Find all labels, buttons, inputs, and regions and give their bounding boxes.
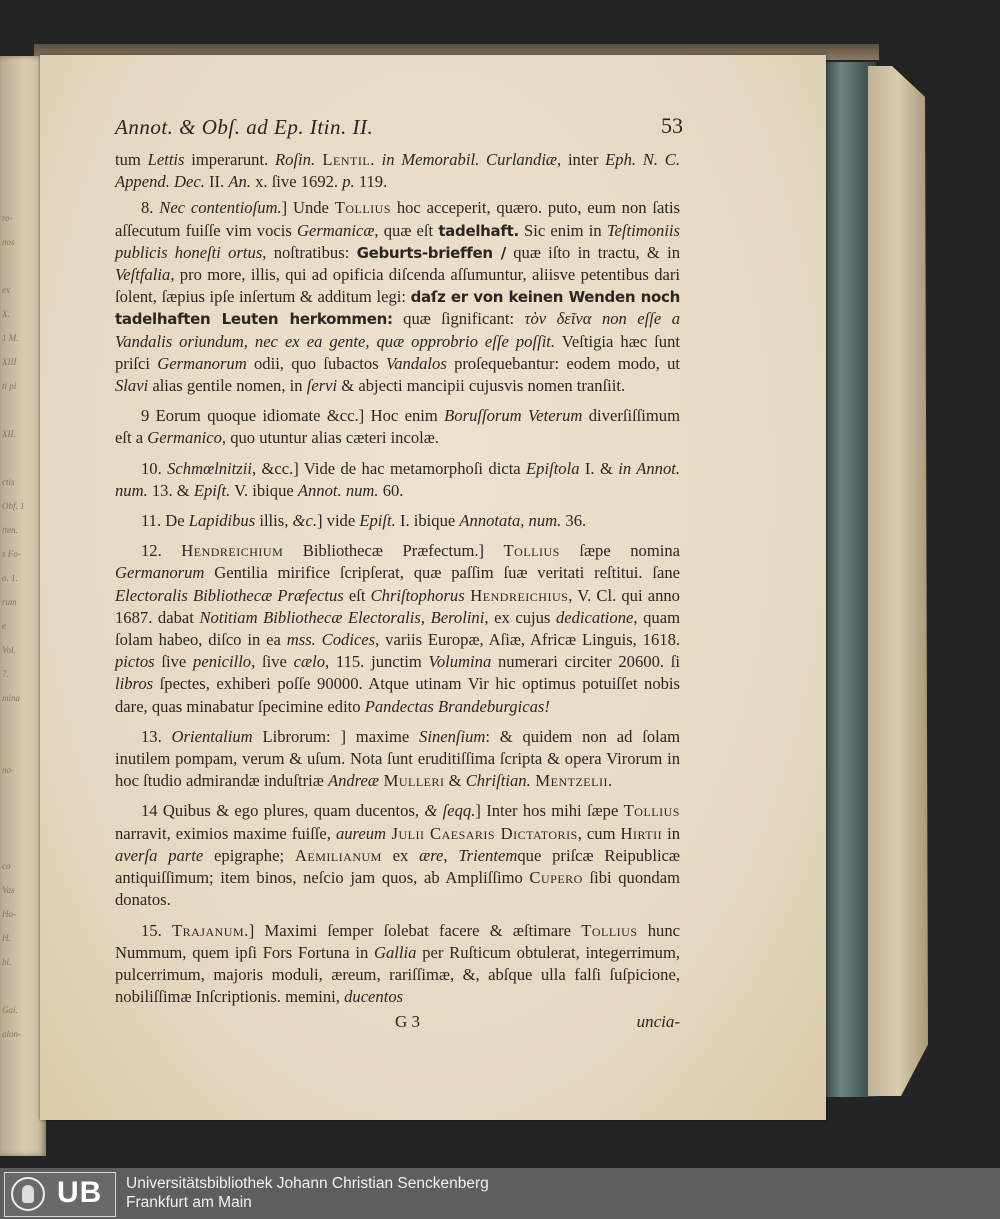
seal-icon bbox=[11, 1177, 45, 1211]
left-margin-mark: Obf. 1 bbox=[2, 501, 25, 511]
left-margin-mark: 7. bbox=[2, 669, 9, 679]
left-margin-mark: H. bbox=[2, 933, 11, 943]
left-margin-mark bbox=[2, 734, 42, 758]
left-margin-mark: 1 M. bbox=[2, 333, 19, 343]
left-margin-mark: o. 1. bbox=[2, 573, 18, 583]
left-margin-mark: XII. bbox=[2, 429, 16, 439]
institution-name bbox=[126, 1174, 489, 1212]
note-12: 12. Hendreichium Bibliothecæ Præfectum.] Tollius ſæpe nomina Germanorum Gentilia mirifice ſcripſerat, quæ paſſim ſuæ veritati reſtitui. ſane Electoralis Bibliothecæ Præfectus eſt Chriſtophorus Hendreichius, V. Cl. qui anno 1687. dabat Notitiam Bibliothecæ Electoralis, Berolini, ex cujus dedicatione, quam ſolam habeo, diſco in ea mss. Codices, variis Europæ, Aſiæ, Africæ Linguis, 1618. pictos ſive penicillo, ſive cælo, 115. junctim Volumina numerari circiter 20600. ſi libros ſpectes, exhiberi poſſe 90000. Atque utinam Vir hic optimus potuiſſet nobis dare, quas minabatur ſpecimine edito Pandectas Brandeburgicas! bbox=[115, 541, 681, 716]
left-margin-mark: tten. bbox=[2, 525, 18, 535]
left-margin-mark: no- bbox=[2, 765, 14, 775]
running-head-title: Annot. & Obſ. ad Ep. Itin. II. bbox=[115, 115, 374, 139]
left-margin-mark: Vol. bbox=[2, 645, 16, 655]
left-margin-mark: Gai. bbox=[2, 1005, 18, 1015]
note-15: 15. Trajanum.] Maximi ſemper ſolebat facere & æſtimare Tollius hunc Nummum, quem ipſi Fors Fortuna in Gallia per Ruſticum obtulerat, integerrimum, pulcerrimum, majoris moduli, æreum, rariſſimæ, &, abſque ulla falſi ſuſpicione, nobiliſſimæ Inſcriptionis. memini, ducentos bbox=[115, 920, 681, 1007]
note-11: 11. De Lapidibus illis, &c.] vide Epiſt. I. ibique Annotata, num. 36. bbox=[141, 511, 587, 531]
left-margin-mark: alon- bbox=[2, 1029, 21, 1039]
left-margin-mark bbox=[2, 782, 42, 806]
note-10: 10. Schmœlnitzii, &cc.] Vide de hac metamorphoſi dicta Epiſtola I. & in Annot. num. 13. & Epiſt. V. ibique Annot. num. 60. bbox=[115, 458, 681, 500]
catchword: uncia- bbox=[636, 1012, 680, 1032]
left-margin-mark: nos bbox=[2, 237, 15, 247]
institution-line-1: Universitätsbibliothek Johann Christian Senckenberg bbox=[126, 1175, 489, 1192]
paragraph-continuation: tum Lettis imperarunt. Roſin. Lentil. in Memorabil. Curlandiæ, inter Eph. N. C. Append. Dec. II. An. x. ſive 1692. p. 119. bbox=[115, 150, 681, 192]
page-number: 53 bbox=[661, 113, 683, 138]
library-footer-bar bbox=[0, 1168, 1000, 1219]
left-margin-mark: s Fo- bbox=[2, 549, 21, 559]
left-margin-mark: ro- bbox=[2, 213, 13, 223]
left-margin-mark: XIII bbox=[2, 357, 17, 367]
left-margin-mark: ctis bbox=[2, 477, 15, 487]
note-8: 8. Nec contentioſum.] Unde Tollius hoc acceperit, quæro. puto, eum non ſatis aſſecutum fuiſſe vim vocis Germanicæ, quæ eſt tadelhaft. Sic enim in Teſtimoniis publicis honeſti ortus, noſtratibus: Geburts-brieffen / quæ iſto in tractu, & in Veſtfalia, pro more, illis, qui ad opificia diſcenda aſſumuntur, aliisve petentibus dari ſolent, ſæpius ipſe inſertum & additum legi: daſz er von keinen Wenden noch tadelhaften Leuten herkommen: quæ ſignificant: τὸν δεῖνα non eſſe a Vandalis oriundum, nec ex ea gente, quæ opprobrio eſſe poſſit. Veſtigia hæc ſunt priſci Germanorum odii, quo ſubactos Vandalos proſequebantur: eodem modo, ut Slavi alias gentile nomen, in ſervi & abjecti mancipii cujusvis nomen tranſiit. bbox=[115, 198, 681, 396]
left-margin-mark bbox=[2, 806, 42, 830]
left-margin-mark bbox=[2, 398, 42, 422]
left-page-margin-text bbox=[2, 206, 42, 1106]
left-margin-mark: ex bbox=[2, 285, 10, 295]
left-margin-mark: co bbox=[2, 861, 11, 871]
left-margin-mark: ti pi bbox=[2, 381, 17, 391]
left-margin-mark: bi. bbox=[2, 957, 12, 967]
note-13: 13. Orientalium Librorum: ] maxime Sinenſium: & quidem non ad ſolam inutilem pompam, verum & uſum. Nota ſunt eruditiſſima ſcripta & opera Virorum in hoc ſtudio admirandæ induſtriæ Andreæ Mulleri & Chriſtian. Mentzelii. bbox=[115, 726, 681, 791]
left-margin-mark: rum bbox=[2, 597, 17, 607]
body-text bbox=[115, 149, 680, 1008]
left-margin-mark: X. bbox=[2, 309, 10, 319]
left-margin-mark bbox=[2, 974, 42, 998]
left-margin-mark: mina bbox=[2, 693, 20, 703]
library-logo[interactable] bbox=[4, 1172, 116, 1217]
book-page-edges bbox=[868, 66, 928, 1096]
left-margin-mark bbox=[2, 710, 42, 734]
signature-mark: G 3 bbox=[395, 1012, 421, 1032]
signature-line bbox=[115, 1012, 680, 1038]
left-margin-mark bbox=[2, 830, 42, 854]
left-margin-mark bbox=[2, 446, 42, 470]
left-margin-mark: Ho- bbox=[2, 909, 16, 919]
left-margin-mark bbox=[2, 254, 42, 278]
institution-line-2: Frankfurt am Main bbox=[126, 1194, 252, 1211]
note-14: 14 Quibus & ego plures, quam ducentos, & ſeqq.] Inter hos mihi ſæpe Tollius narravit, eximios maxime fuiſſe, aureum Julii Caesaris Dictatoris, cum Hirtii in averſa parte epigraphe; Aemilianum ex ære, Trientemque priſcæ Reipublicæ antiquiſſimum; item binos, neſcio jam quos, ab Ampliſſimo Cupero ſibi quondam donatos. bbox=[115, 801, 680, 910]
page-content bbox=[115, 113, 683, 1038]
left-margin-mark: e bbox=[2, 621, 6, 631]
note-9: 9 Eorum quoque idiomate &cc.] Hoc enim Boruſſorum Veterum diverſiſſimum eſt a Germanico, quo utuntur alias cæteri incolæ. bbox=[115, 406, 681, 448]
logo-text: UB bbox=[57, 1176, 103, 1209]
left-margin-mark: Vas bbox=[2, 885, 15, 895]
running-head bbox=[115, 113, 683, 149]
